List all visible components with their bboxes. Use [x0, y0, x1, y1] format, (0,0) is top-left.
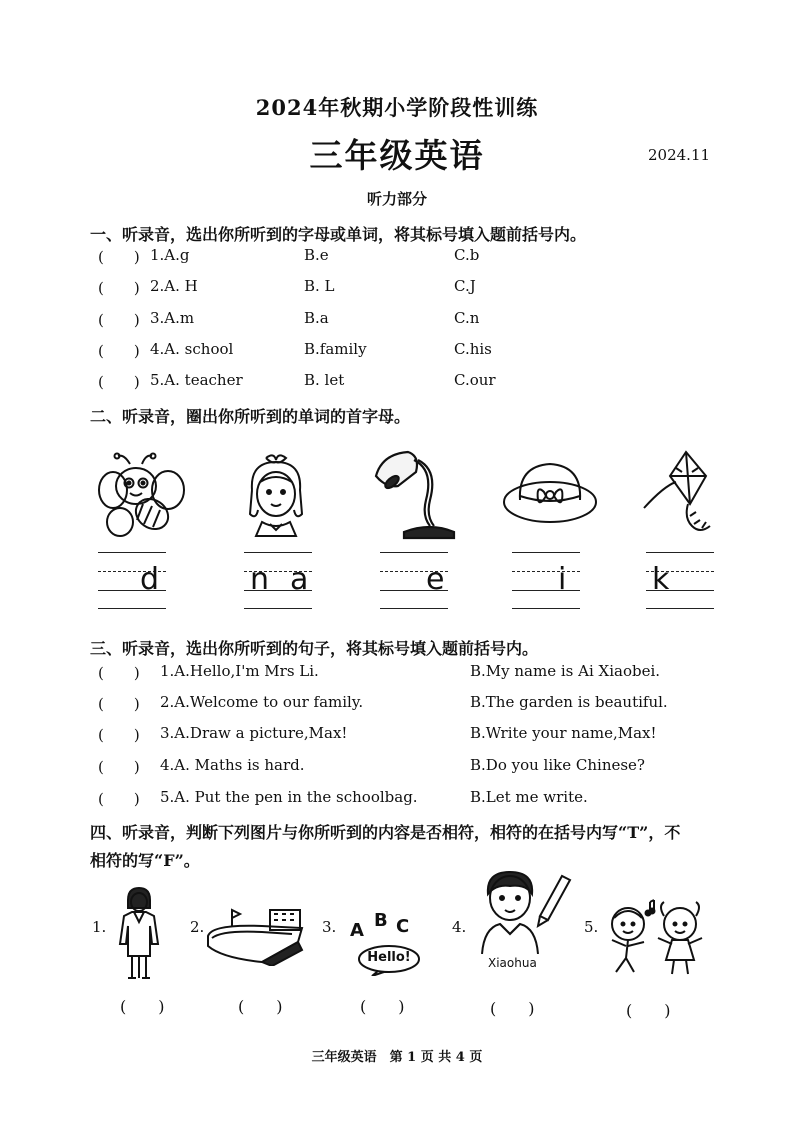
letter[interactable]: n: [250, 562, 270, 597]
option-b: B.e: [304, 246, 329, 264]
picture-number: 2.: [190, 918, 205, 936]
part-title: 听力部分: [366, 190, 427, 208]
exam-date: 2024.11: [648, 146, 711, 164]
option-b: B.Let me write.: [470, 788, 588, 806]
picture-number: 3.: [322, 918, 337, 936]
option-c: C.our: [454, 371, 496, 389]
four-line-grid: [244, 552, 312, 610]
playground-icon: [202, 906, 308, 966]
answer-paren[interactable]: ( ): [98, 758, 140, 776]
letter[interactable]: a: [290, 562, 309, 597]
section4-heading: 四、听录音，判断下列图片与你所听到的内容是否相符，相符的在括号内写“T”，不: [90, 823, 681, 842]
letter-c: C: [396, 916, 410, 937]
four-line-grid: [98, 552, 166, 610]
option-a: 2.A.Welcome to our family.: [160, 693, 364, 711]
exam-title: 2024年秋期小学阶段性训练: [255, 95, 539, 120]
letter[interactable]: e: [426, 562, 445, 597]
option-b: B. let: [304, 371, 345, 389]
option-a: 1.A.g: [150, 246, 190, 264]
lamp-icon: [368, 446, 458, 542]
option-a: 4.A. school: [150, 340, 234, 358]
section3-heading: 三、听录音，选出你所听到的句子，将其标号填入题前括号内。: [90, 639, 539, 658]
answer-paren[interactable]: ( ): [120, 997, 165, 1016]
option-c: C.n: [454, 309, 480, 327]
answer-paren[interactable]: ( ): [490, 999, 535, 1018]
option-b: B. L: [304, 277, 335, 295]
answer-paren[interactable]: ( ): [98, 726, 140, 744]
subject-title: 三年级英语: [309, 136, 485, 175]
answer-paren[interactable]: ( ): [98, 342, 140, 360]
letter-a: A: [350, 920, 364, 941]
answer-paren[interactable]: ( ): [98, 373, 140, 391]
option-c: C.b: [454, 246, 480, 264]
kite-icon: [640, 446, 716, 538]
picture-number: 4.: [452, 918, 467, 936]
answer-paren[interactable]: ( ): [626, 1001, 671, 1020]
hat-icon: [500, 456, 600, 528]
answer-paren[interactable]: ( ): [98, 664, 140, 682]
answer-paren[interactable]: ( ): [98, 695, 140, 713]
picture-number: 1.: [92, 918, 107, 936]
page-footer: 三年级英语 第 1 页 共 4 页: [311, 1050, 483, 1065]
option-a: 1.A.Hello,I'm Mrs Li.: [160, 662, 319, 680]
option-b: B.My name is Ai Xiaobei.: [470, 662, 661, 680]
answer-paren[interactable]: ( ): [98, 311, 140, 329]
letter-b: B: [374, 910, 388, 931]
option-a: 3.A.Draw a picture,Max!: [160, 724, 348, 742]
answer-paren[interactable]: ( ): [98, 248, 140, 266]
hello-text: Hello!: [367, 950, 411, 965]
option-a: 4.A. Maths is hard.: [160, 756, 305, 774]
section2-heading: 二、听录音，圈出你所听到的单词的首字母。: [90, 407, 411, 426]
answer-paren[interactable]: ( ): [98, 790, 140, 808]
option-b: B.family: [304, 340, 367, 358]
name-label: Xiaohua: [488, 956, 537, 970]
section1-heading: 一、听录音，选出你所听到的字母或单词，将其标号填入题前括号内。: [90, 225, 587, 244]
answer-paren[interactable]: ( ): [238, 997, 283, 1016]
option-b: B.a: [304, 309, 329, 327]
letter[interactable]: k: [652, 562, 670, 597]
option-c: C.J: [454, 277, 476, 295]
option-a: 3.A.m: [150, 309, 195, 327]
option-a: 5.A. Put the pen in the schoolbag.: [160, 788, 418, 806]
section4-heading-cont: 相符的写“F”。: [90, 851, 200, 870]
option-b: B.Do you like Chinese?: [470, 756, 645, 774]
boy-icon: [476, 868, 576, 954]
bee-icon: [96, 450, 188, 542]
option-a: 5.A. teacher: [150, 371, 243, 389]
four-line-grid: [646, 552, 714, 610]
option-b: B.The garden is beautiful.: [470, 693, 668, 711]
option-b: B.Write your name,Max!: [470, 724, 657, 742]
option-a: 2.A. H: [150, 277, 198, 295]
option-c: C.his: [454, 340, 492, 358]
picture-number: 5.: [584, 918, 599, 936]
four-line-grid: [380, 552, 448, 610]
girl-icon: [236, 450, 316, 542]
teacher-icon: [110, 886, 168, 982]
answer-paren[interactable]: ( ): [360, 997, 405, 1016]
letter[interactable]: i: [558, 562, 567, 597]
four-line-grid: [512, 552, 580, 610]
letter[interactable]: d: [140, 562, 160, 597]
answer-paren[interactable]: ( ): [98, 279, 140, 297]
children-dancing-icon: [602, 894, 714, 976]
